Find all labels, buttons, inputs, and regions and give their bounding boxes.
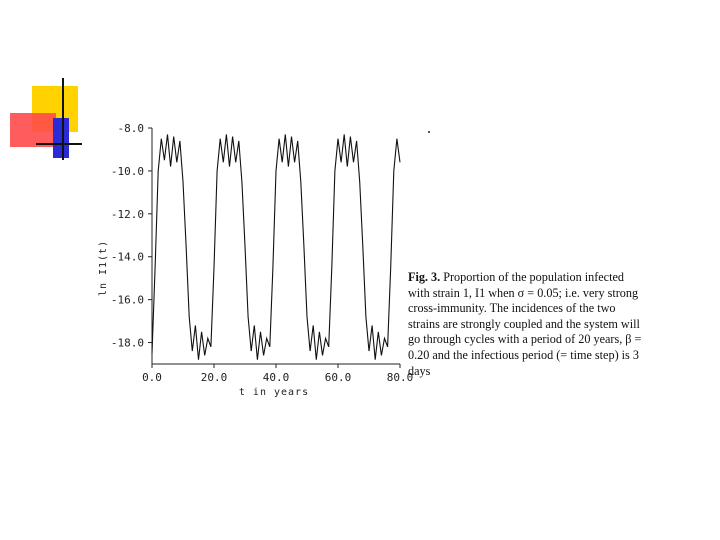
y-tick-label: -14.0 xyxy=(110,250,144,264)
x-tick-label: 80.0 xyxy=(386,371,414,384)
figure xyxy=(88,118,414,408)
y-tick-label: -8.0 xyxy=(117,122,144,135)
decor-blue-square xyxy=(53,118,69,158)
decor-red-square xyxy=(10,113,56,147)
y-axis-ticks xyxy=(111,122,152,350)
series-line-I1 xyxy=(152,134,400,359)
x-tick-label: 0.0 xyxy=(142,371,162,384)
figure-caption-label: Fig. 3. xyxy=(408,270,441,284)
y-axis-label: ln I1(t) xyxy=(98,239,109,297)
y-tick-label: -10.0 xyxy=(110,164,144,178)
x-axis-label: t in years xyxy=(238,387,310,398)
x-axis-ticks xyxy=(142,364,413,384)
slide-decoration xyxy=(0,0,90,170)
figure-caption xyxy=(408,270,643,379)
x-tick-label: 20.0 xyxy=(200,371,228,384)
x-tick-label: 60.0 xyxy=(324,371,352,384)
y-tick-label: -16.0 xyxy=(110,293,144,307)
figure-caption-text: Proportion of the population infected with strain 1, I1 when σ = 0.05; i.e. very strong cross-immunity. The incidences of the two strains are strongly coupled and the system will go through cycles with a period of 20 years, β = 0.20 and the infectious period (= time step) is 3 days xyxy=(408,270,642,378)
y-tick-label: -12.0 xyxy=(110,207,144,221)
x-tick-label: 40.0 xyxy=(262,371,290,384)
line-chart xyxy=(88,118,414,408)
y-tick-label: -18.0 xyxy=(110,336,144,350)
scan-artifact-dot xyxy=(428,131,430,133)
